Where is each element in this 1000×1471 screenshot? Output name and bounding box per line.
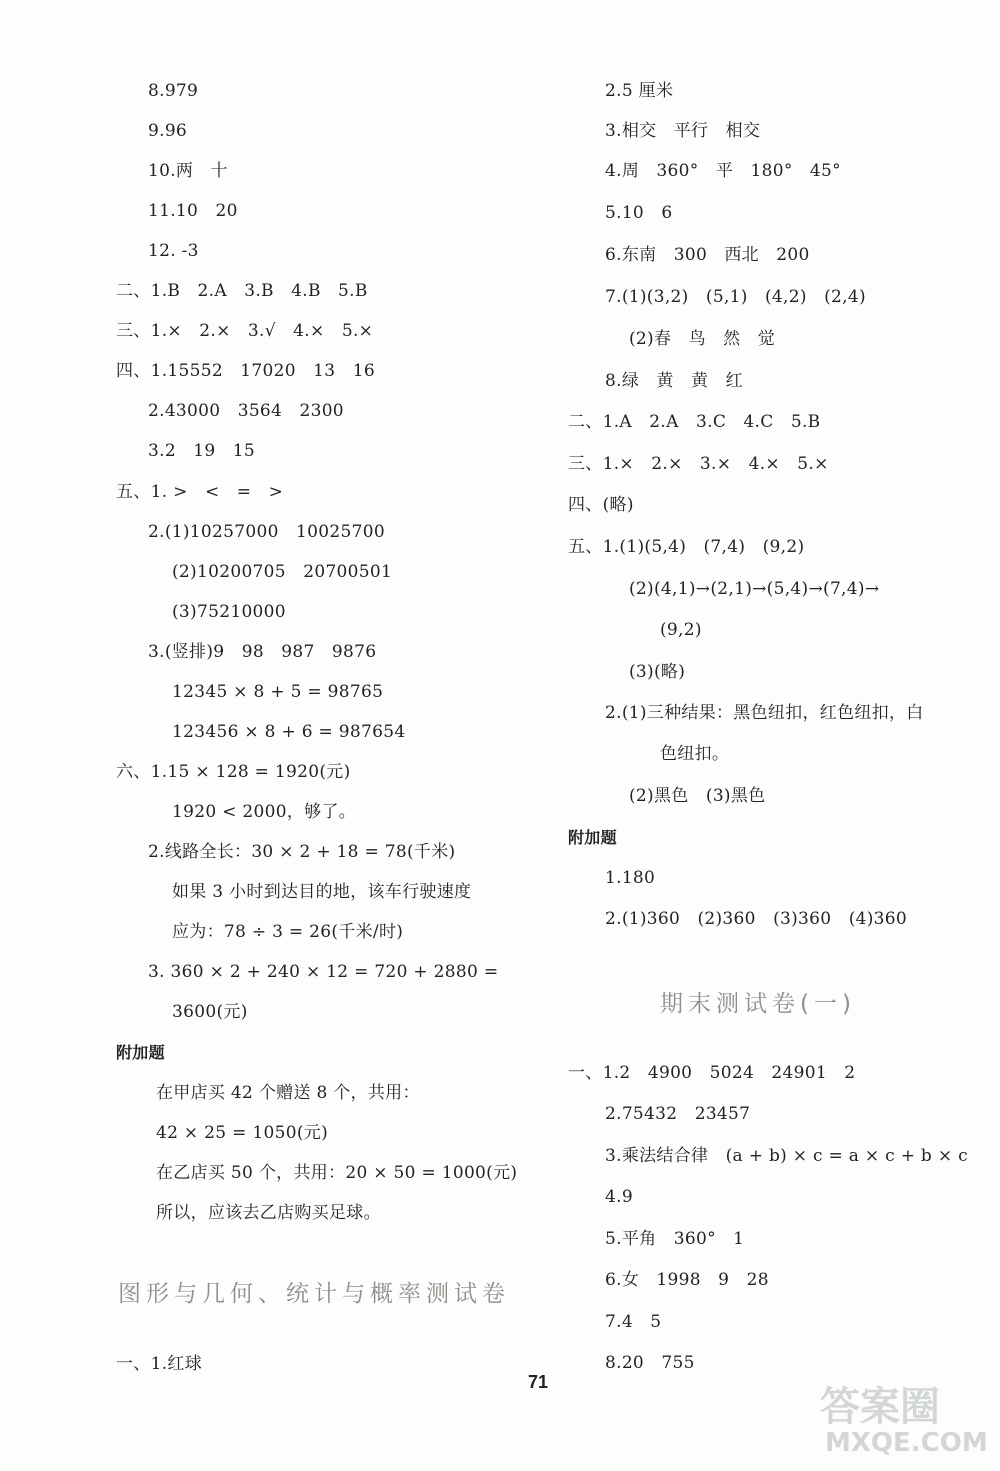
answer-line: (2)春 鸟 然 觉 xyxy=(629,329,776,349)
answer-line: 一、1.2 4900 5024 24901 2 xyxy=(568,1063,856,1083)
answer-line: 2.75432 23457 xyxy=(605,1104,751,1124)
answer-line: 12. -3 xyxy=(148,241,199,261)
answer-line: 2.线路全长：30 × 2 + 18 = 78(千米) xyxy=(148,842,456,862)
answer-line: 8.979 xyxy=(148,81,199,101)
answer-line: 10.两 十 xyxy=(148,161,228,181)
section-heading: 附加题 xyxy=(116,1043,165,1062)
answer-line: 4.9 xyxy=(605,1187,633,1207)
answer-line: 五、1. > < = > xyxy=(116,482,284,502)
answer-line: 三、1.× 2.× 3.√ 4.× 5.× xyxy=(116,321,374,341)
answer-line: (2)10200705 20700501 xyxy=(172,562,393,582)
answer-line: 一、1.红球 xyxy=(116,1354,203,1374)
watermark-logo: 答案圈 xyxy=(820,1384,940,1430)
answer-line: 2.(1)10257000 10025700 xyxy=(148,522,385,542)
answer-line: 42 × 25 = 1050(元) xyxy=(156,1123,328,1143)
answer-line: 2.(1)三种结果：黑色纽扣，红色纽扣，白 xyxy=(605,703,924,723)
answer-line: 在甲店买 42 个赠送 8 个，共用： xyxy=(156,1083,420,1103)
answer-line: 5.10 6 xyxy=(605,203,673,223)
page-number: 71 xyxy=(528,1372,549,1392)
answer-line: (9,2) xyxy=(660,620,702,640)
answer-line: 3.2 19 15 xyxy=(148,441,255,461)
answer-line: 色纽扣。 xyxy=(660,744,730,764)
answer-line: (2)(4,1)→(2,1)→(5,4)→(7,4)→ xyxy=(629,579,880,599)
answer-line: 6.女 1998 9 28 xyxy=(605,1270,769,1290)
answer-line: 所以，应该去乙店购买足球。 xyxy=(156,1203,381,1223)
answer-line: 三、1.× 2.× 3.× 4.× 5.× xyxy=(568,454,829,474)
answer-line: 六、1.15 × 128 = 1920(元) xyxy=(116,762,351,782)
answer-line: 2.5 厘米 xyxy=(605,81,674,101)
answer-line: 7.(1)(3,2) (5,1) (4,2) (2,4) xyxy=(605,287,866,307)
answer-line: 四、(略) xyxy=(568,495,634,515)
answer-line: 四、1.15552 17020 13 16 xyxy=(116,361,375,381)
answer-line: 二、1.A 2.A 3.C 4.C 5.B xyxy=(568,412,821,432)
answer-line: 12345 × 8 + 5 = 98765 xyxy=(172,682,384,702)
answer-line: 3. 360 × 2 + 240 × 12 = 720 + 2880 = xyxy=(148,962,499,982)
answer-line: 如果 3 小时到达目的地，该车行驶速度 xyxy=(172,882,472,902)
answer-line: 6.东南 300 西北 200 xyxy=(605,245,810,265)
section-title-geometry-stats: 图形与几何、统计与概率测试卷 xyxy=(118,1281,510,1307)
answer-line: 5.平角 360° 1 xyxy=(605,1229,745,1249)
answer-line: 3.(竖排)9 98 987 9876 xyxy=(148,642,377,662)
section-heading: 附加题 xyxy=(568,828,617,847)
watermark-url: MXQE.COM xyxy=(825,1428,988,1458)
answer-line: 9.96 xyxy=(148,121,188,141)
answer-line: (2)黑色 (3)黑色 xyxy=(629,786,766,806)
answer-line: 11.10 20 xyxy=(148,201,238,221)
answer-line: 4.周 360° 平 180° 45° xyxy=(605,161,841,181)
answer-line: 123456 × 8 + 6 = 987654 xyxy=(172,722,406,742)
answer-line: 五、1.(1)(5,4) (7,4) (9,2) xyxy=(568,537,805,557)
answer-line: 二、1.B 2.A 3.B 4.B 5.B xyxy=(116,281,368,301)
answer-line: 在乙店买 50 个，共用：20 × 50 = 1000(元) xyxy=(156,1163,518,1183)
answer-line: 3.乘法结合律 (a + b) × c = a × c + b × c xyxy=(605,1146,968,1166)
answer-line: 3600(元) xyxy=(172,1002,248,1022)
answer-line: 1.180 xyxy=(605,868,656,888)
answer-line: 2.43000 3564 2300 xyxy=(148,401,344,421)
answer-line: 7.4 5 xyxy=(605,1312,662,1332)
answer-line: 应为：78 ÷ 3 = 26(千米/时) xyxy=(172,922,404,942)
answer-line: 8.20 755 xyxy=(605,1353,695,1373)
answer-line: (3)75210000 xyxy=(172,602,286,622)
answer-line: 8.绿 黄 黄 红 xyxy=(605,371,743,391)
answer-line: (3)(略) xyxy=(629,662,686,682)
answer-line: 2.(1)360 (2)360 (3)360 (4)360 xyxy=(605,909,908,929)
answer-line: 3.相交 平行 相交 xyxy=(605,121,761,141)
answer-line: 1920 < 2000，够了。 xyxy=(172,802,357,822)
section-title-final-test: 期末测试卷(一) xyxy=(660,991,856,1017)
